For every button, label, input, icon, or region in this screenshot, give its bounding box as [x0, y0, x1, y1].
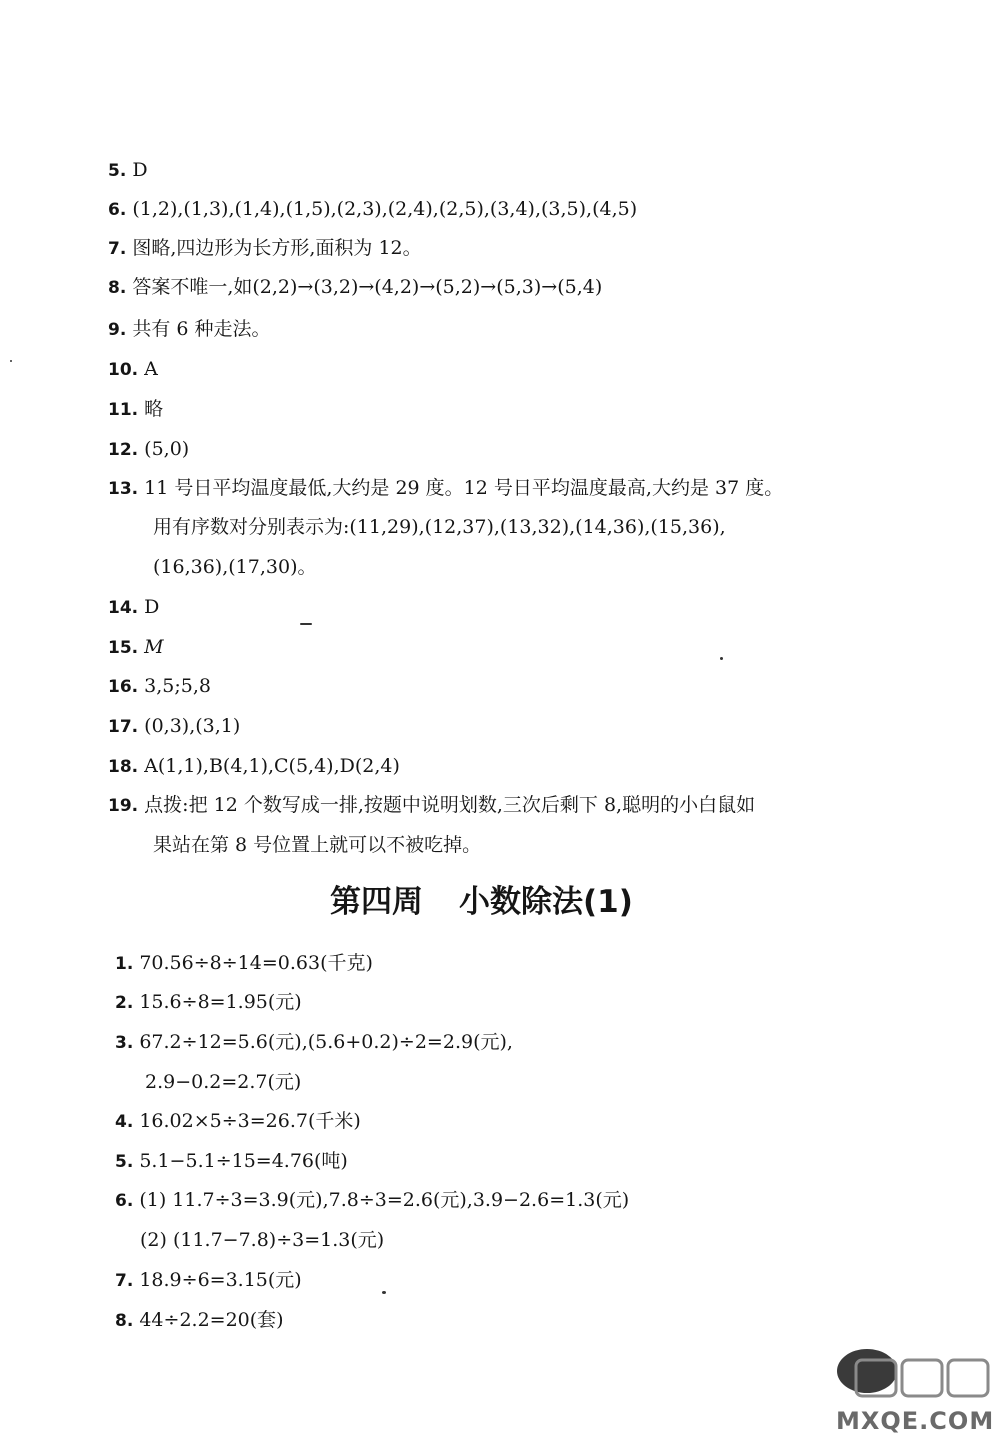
answer-text: D [132, 159, 148, 181]
item-number: 5. [115, 1152, 134, 1172]
item-number: 4. [115, 1112, 134, 1132]
answer-15 [108, 635, 940, 660]
answer-16 [108, 674, 940, 699]
answer-9 [108, 317, 940, 342]
answer-text: 67.2÷12=5.6(元),(5.6+0.2)÷2=2.9(元), [139, 1031, 513, 1053]
answer-text: M [144, 636, 164, 658]
answer-b-7 [115, 1268, 940, 1293]
item-number: 11. [108, 400, 139, 420]
answer-text: 2.9−0.2=2.7(元) [145, 1071, 302, 1093]
answer-18 [108, 754, 940, 779]
watermark-glyph [902, 1360, 942, 1396]
item-number: 19. [108, 796, 139, 816]
item-number: 8. [115, 1311, 134, 1331]
answer-text: 44÷2.2=20(套) [139, 1309, 284, 1331]
answer-text: 略 [144, 398, 164, 420]
answer-b-6 [115, 1188, 940, 1213]
answer-b-2 [115, 990, 940, 1015]
answer-10 [108, 357, 940, 382]
watermark-blob [837, 1349, 897, 1393]
answer-text: 18.9÷6=3.15(元) [139, 1269, 302, 1291]
answer-text: 11 号日平均温度最低,大约是 29 度。12 号日平均温度最高,大约是 37 度。 [144, 477, 784, 499]
answer-b-1 [115, 951, 940, 976]
answer-text: 图略,四边形为长方形,面积为 12。 [132, 237, 422, 259]
answer-text: 70.56÷8÷14=0.63(千克) [139, 952, 373, 974]
item-number: 14. [108, 598, 139, 618]
answer-14 [108, 595, 940, 620]
scan-speck [10, 360, 12, 362]
answer-b-3 [115, 1030, 940, 1055]
answer-text: 15.6÷8=1.95(元) [139, 991, 302, 1013]
answer-b-8 [115, 1308, 940, 1333]
item-number: 9. [108, 320, 127, 340]
answer-text: 点拨:把 12 个数写成一排,按题中说明划数,三次后剩下 8,聪明的小白鼠如 [144, 794, 756, 816]
answer-b-4 [115, 1109, 940, 1134]
answer-19 [108, 793, 940, 818]
answer-text: A(1,1),B(4,1),C(5,4),D(2,4) [144, 755, 400, 777]
answer-11 [108, 397, 940, 422]
item-number: 16. [108, 677, 139, 697]
item-number: 3. [115, 1033, 134, 1053]
answer-8 [108, 275, 940, 300]
answer-text: 共有 6 种走法。 [132, 318, 271, 340]
scan-speck [720, 657, 723, 660]
heading-week: 第四周 [330, 884, 423, 920]
answer-19-line-2 [153, 833, 940, 857]
item-number: 15. [108, 638, 139, 658]
answer-12 [108, 437, 940, 462]
answer-13-line-2 [153, 515, 940, 539]
answer-text: 答案不唯一,如(2,2)→(3,2)→(4,2)→(5,2)→(5,3)→(5,4) [132, 276, 603, 298]
item-number: 13. [108, 479, 139, 499]
item-number: 6. [108, 200, 127, 220]
item-number: 5. [108, 161, 127, 181]
answer-13 [108, 476, 940, 501]
answer-text: A [144, 358, 158, 380]
watermark-glyph [948, 1360, 988, 1396]
answer-text: D [144, 596, 160, 618]
item-number: 7. [108, 239, 127, 259]
answer-b-6-line-2 [140, 1228, 940, 1252]
item-number: 7. [115, 1271, 134, 1291]
answer-7 [108, 236, 940, 261]
answer-text: 5.1−5.1÷15=4.76(吨) [139, 1150, 348, 1172]
item-number: 6. [115, 1191, 134, 1211]
item-number: 8. [108, 278, 127, 298]
answer-text: 果站在第 8 号位置上就可以不被吃掉。 [153, 834, 482, 856]
answer-text: (1,2),(1,3),(1,4),(1,5),(2,3),(2,4),(2,5),(3,4),(3,5),(4,5) [132, 198, 638, 220]
answer-text: (2) (11.7−7.8)÷3=1.3(元) [140, 1229, 385, 1251]
section-heading [330, 880, 633, 924]
answer-text: (1) 11.7÷3=3.9(元),7.8÷3=2.6(元),3.9−2.6=1.3(元) [139, 1189, 630, 1211]
item-number: 2. [115, 993, 134, 1013]
item-number: 12. [108, 440, 139, 460]
item-number: 17. [108, 717, 139, 737]
item-number: 18. [108, 757, 139, 777]
answer-b-3-line-2 [145, 1070, 940, 1094]
scan-speck [382, 1291, 386, 1294]
watermark-domain: MXQE.COM [836, 1407, 995, 1435]
answer-text: (0,3),(3,1) [144, 715, 241, 737]
answer-b-5 [115, 1149, 940, 1174]
answer-text: (5,0) [144, 438, 190, 460]
answer-text: 3,5;5,8 [144, 675, 212, 697]
answer-17 [108, 714, 940, 739]
item-number: 1. [115, 954, 134, 974]
item-number: 10. [108, 360, 139, 380]
answer-text: 16.02×5÷3=26.7(千米) [139, 1110, 361, 1132]
answer-text: 用有序数对分别表示为:(11,29),(12,37),(13,32),(14,36),(15,36), [153, 516, 726, 538]
answer-text: (16,36),(17,30)。 [153, 556, 317, 578]
heading-topic: 小数除法(1) [459, 884, 633, 920]
scan-speck [300, 623, 312, 625]
answer-5 [108, 158, 940, 183]
answer-6 [108, 197, 940, 222]
answer-13-line-3 [153, 555, 940, 579]
